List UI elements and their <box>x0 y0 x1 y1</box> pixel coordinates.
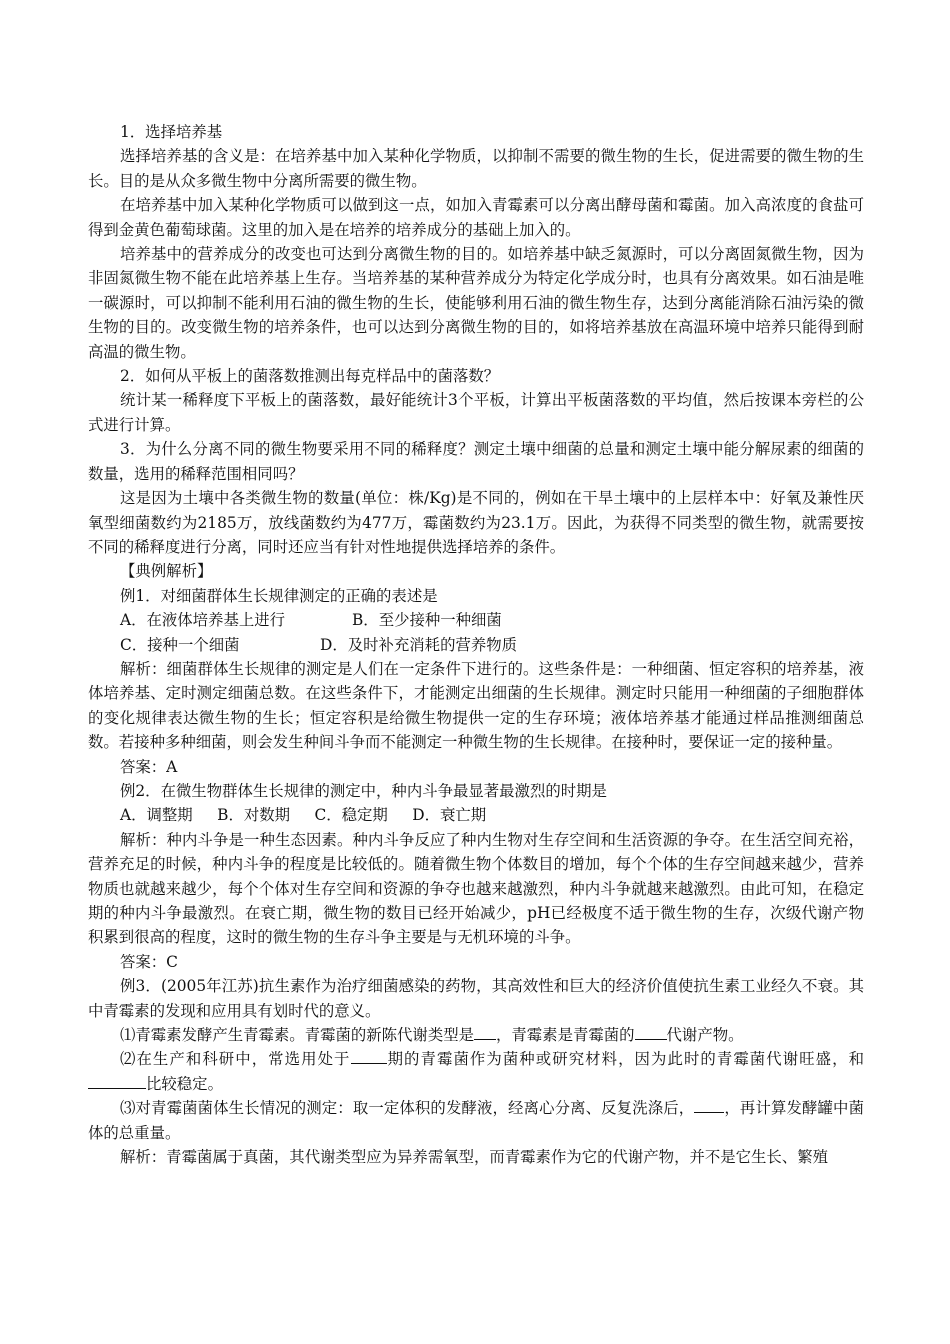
answer-blank <box>474 1024 496 1040</box>
example-3-analysis: 解析：青霉菌属于真菌，其代谢类型应为异养需氧型，而青霉素作为它的代谢产物，并不是它生长、繁殖 <box>120 1148 828 1167</box>
example-2-options: A．调整期 B．对数期 C．稳定期 D．衰亡期 <box>120 806 487 825</box>
example-3-q2: ⑵在生产和科研中，常选用处于 期的青霉菌作为菌种或研究材料，因为此时的青霉菌代谢旺盛，和比较稳定。 <box>88 1047 864 1096</box>
option-b: B．至少接种一种细菌 <box>352 611 502 630</box>
example-1-question: 例1．对细菌群体生长规律测定的正确的表述是 <box>120 586 438 605</box>
example-1-options-row-1 <box>88 608 864 632</box>
paragraph: 这是因为土壤中各类微生物的数量(单位：株/Kg)是不同的，例如在干旱土壤中的上层样本中：好氧及兼性厌氧型细菌数约为2185万，放线菌数约为477万，霉菌数约为23.1万。因此，为获得不同类型的微生物，就需要按不同的稀释度进行分离，同时还应当有针对性地提供选择培养的条件。 <box>88 489 864 556</box>
option-d: D．及时补充消耗的营养物质 <box>320 635 518 654</box>
document-page <box>88 120 864 1169</box>
example-2-question: 例2．在微生物群体生长规律的测定中，种内斗争最显著最激烈的时期是 <box>120 781 607 800</box>
answer-blank <box>351 1048 387 1064</box>
paragraph: 在培养基中加入某种化学物质可以做到这一点，如加入青霉素可以分离出酵母菌和霉菌。加入高浓度的食盐可得到金黄色葡萄球菌。这里的加入是在培养的培养成分的基础上加入的。 <box>88 196 864 239</box>
answer-blank <box>635 1024 667 1040</box>
example-3-intro: 例3．(2005年江苏)抗生素作为治疗细菌感染的药物，其高效性和巨大的经济价值使抗生素工业经久不衰。其中青霉素的发现和应用具有划时代的意义。 <box>88 977 864 1020</box>
example-2-analysis: 解析：种内斗争是一种生态因素。种内斗争反应了种内生物对生存空间和生活资源的争夺。在生活空间充裕，营养充足的时候，种内斗争的程度是比较低的。随着微生物个体数目的增加，每个个体的生存空间越来越少，营养物质也就越来越少，每个个体对生存空间和资源的争夺也越来越激烈，种内斗争就越来越激烈。由此可知，在稳定期的种内斗争最激烈。在衰亡期，微生物的数目已经开始减少，pH已经极度不适于微生物的生存，次级代谢产物积累到很高的程度，这时的微生物的生存斗争主要是与无机环境的斗争。 <box>88 830 864 947</box>
answer-blank <box>694 1097 724 1113</box>
example-2-answer: 答案：C <box>120 952 178 971</box>
heading-2: 2．如何从平板上的菌落数推测出每克样品中的菌落数？ <box>120 367 500 386</box>
example-1-analysis: 解析：细菌群体生长规律的测定是人们在一定条件下进行的。这些条件是：一种细菌、恒定容积的培养基，液体培养基、定时测定细菌总数。在这些条件下，才能测定出细菌的生长规律。测定时只能用一种细菌的子细胞群体的变化规律表达微生物的生长；恒定容积是给微生物提供一定的生存环境；液体培养基才能通过样品推测细菌总数。若接种多种细菌，则会发生种间斗争而不能测定一种微生物的生长规律。在接种时，要保证一定的接种量。 <box>88 659 864 752</box>
example-3-q1: ⑴青霉素发酵产生青霉素。青霉菌的新陈代谢类型是 ，青霉素是青霉菌的 代谢产物。 <box>120 1026 744 1045</box>
example-1-options-row-2 <box>88 633 864 657</box>
section-heading: 【典例解析】 <box>120 562 213 581</box>
paragraph: 培养基中的营养成分的改变也可达到分离微生物的目的。如培养基中缺乏氮源时，可以分离固氮微生物，因为非固氮微生物不能在此培养基上生存。当培养基的某种营养成分为特定化学成分时，也具有分离效果。如石油是唯一碳源时，可以抑制不能利用石油的微生物的生长，使能够利用石油的微生物生存，达到分离能消除石油污染的微生物的目的。改变微生物的培养条件，也可以达到分离微生物的目的，如将培养基放在高温环境中培养只能得到耐高温的微生物。 <box>88 245 864 361</box>
paragraph: 选择培养基的含义是：在培养基中加入某种化学物质，以抑制不需要的微生物的生长，促进需要的微生物的生长。目的是从众多微生物中分离所需要的微生物。 <box>88 147 864 190</box>
example-3-q3: ⑶对青霉菌菌体生长情况的测定：取一定体积的发酵液，经离心分离、反复洗涤后， ，再计算发酵罐中菌体的总重量。 <box>88 1099 864 1142</box>
example-1-answer: 答案：A <box>120 757 178 776</box>
answer-blank <box>88 1073 146 1089</box>
heading-1: 1．选择培养基 <box>120 123 223 141</box>
option-c: C．接种一个细菌 <box>120 635 240 654</box>
option-a: A．在液体培养基上进行 <box>120 611 286 630</box>
paragraph: 统计某一稀释度下平板上的菌落数，最好能统计3个平板，计算出平板菌落数的平均值，然后按课本旁栏的公式进行计算。 <box>88 391 864 434</box>
heading-3: 3．为什么分离不同的微生物要采用不同的稀释度？测定土壤中细菌的总量和测定土壤中能分解尿素的细菌的数量，选用的稀释范围相同吗？ <box>88 440 864 483</box>
